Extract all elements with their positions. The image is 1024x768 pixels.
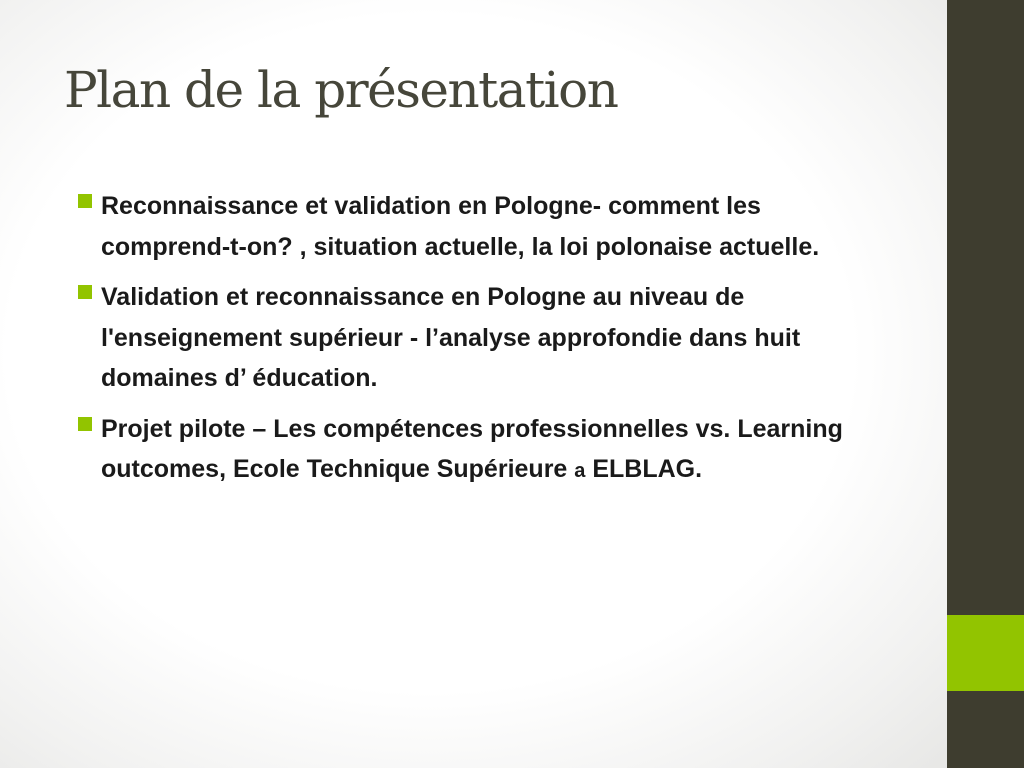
bullet-list [78, 186, 888, 502]
bullet-item-1 [78, 186, 888, 267]
bullet-text-small: a [574, 460, 586, 482]
bullet-text-end: ELBLAG. [592, 455, 703, 483]
bullet-text: Validation et reconnaissance en Pologne au niveau de l'enseignement supérieur - l’analyse approfondie dans huit domaines d’ éducation. [101, 283, 801, 392]
square-bullet-icon [78, 417, 92, 431]
slide-title: Plan de la présentation [64, 61, 618, 119]
bullet-text: Reconnaissance et validation en Pologne- comment les comprend-t-on? , situation actuelle, la loi polonaise actuelle. [101, 192, 820, 261]
sidebar-accent-block [947, 615, 1024, 691]
bullet-item-2 [78, 277, 888, 399]
square-bullet-icon [78, 194, 92, 208]
bullet-item-3 [78, 409, 888, 492]
bullet-text-main: Projet pilote – Les compétences professionnelles vs. Learning outcomes, Ecole Technique Supérieure [101, 414, 843, 483]
square-bullet-icon [78, 285, 92, 299]
